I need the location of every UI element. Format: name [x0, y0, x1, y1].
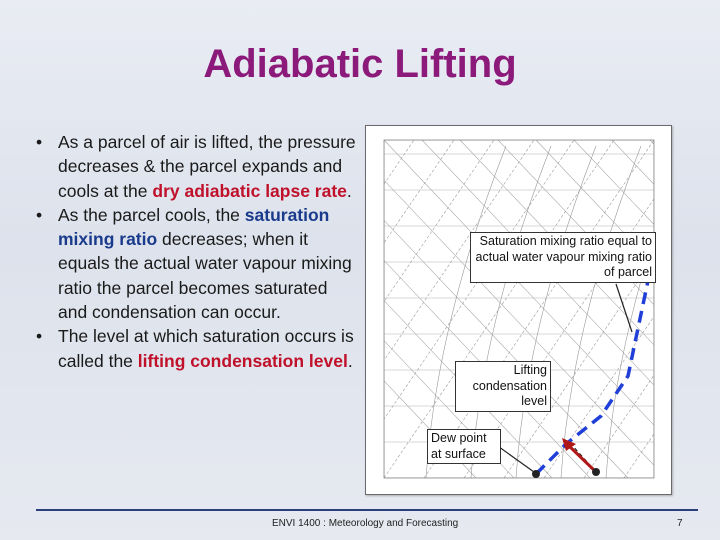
adiabat-line: [366, 140, 590, 478]
mixing-ratio-line: [424, 140, 654, 478]
slide-title: Adiabatic Lifting: [203, 42, 517, 86]
mask-bottom: [366, 478, 671, 494]
dewpoint-callout: [427, 429, 501, 464]
bullet-1-text: As a parcel of air is lifted, the pressure decreases & the parcel expands and cools at the: [58, 132, 356, 201]
thermodynamic-diagram: [365, 125, 672, 495]
bullet-2-highlight: saturation mixing ratio: [58, 204, 330, 250]
parcel-mixing-ratio-path: [536, 276, 649, 474]
bullet-item-1: [30, 130, 360, 203]
adiabat-line: [460, 140, 671, 478]
adiabat-line: [384, 140, 671, 478]
page-number: 7: [677, 518, 683, 529]
saturation-callout-text: Saturation mixing ratio equal to actual water vapour mixing ratio of parcel: [475, 234, 652, 279]
diagram-canvas: [366, 126, 671, 494]
mask-right: [654, 126, 671, 494]
lcl-callout: [455, 361, 551, 412]
saturation-pointer: [616, 284, 632, 332]
dewpoint-marker: [532, 470, 540, 478]
footer-rule: [36, 509, 698, 511]
mixing-ratio-line: [464, 140, 671, 478]
lcl-callout-text: Lifting condensation level: [472, 363, 547, 408]
mixing-ratio-line: [366, 140, 534, 478]
bullet-3-text: The level at which saturation occurs is called the: [58, 326, 354, 371]
bullet-marker: •: [36, 204, 43, 225]
saturation-callout: [470, 232, 656, 283]
footer-course: ENVI 1400 : Meteorology and Forecasting: [272, 518, 459, 529]
adiabat-line: [366, 140, 514, 478]
bullet-2-text: As the parcel cools, the: [58, 204, 245, 225]
adiabat-line: [366, 140, 666, 478]
mixing-ratio-line: [504, 140, 671, 478]
diagram-frame: [384, 140, 654, 478]
dewpoint-callout-text: Dew point at surface: [431, 431, 487, 461]
bullet-item-3: [30, 324, 360, 373]
bullet-2-end: decreases; when it equals the actual water vapour mixing ratio the parcel becomes saturated and condensation can occur.: [58, 229, 352, 323]
adiabat-line: [536, 140, 671, 478]
moist-adiabat-curve: [561, 146, 641, 478]
bullet-marker: •: [36, 132, 43, 152]
bullet-item-2: [30, 203, 360, 324]
bullet-1-highlight: dry adiabatic lapse rate: [152, 180, 347, 201]
diagram-border: [384, 140, 654, 478]
bullet-3-highlight: lifting condensation level: [137, 350, 348, 371]
bullet-3-end: .: [347, 350, 353, 371]
bullet-marker: •: [36, 326, 43, 347]
mixing-ratio-line: [544, 140, 671, 478]
bullet-list: [30, 130, 360, 373]
surface-temperature-marker: [592, 468, 600, 476]
bullet-1-end: .: [346, 180, 352, 201]
mask-left: [366, 126, 384, 494]
mask-top: [366, 126, 671, 140]
